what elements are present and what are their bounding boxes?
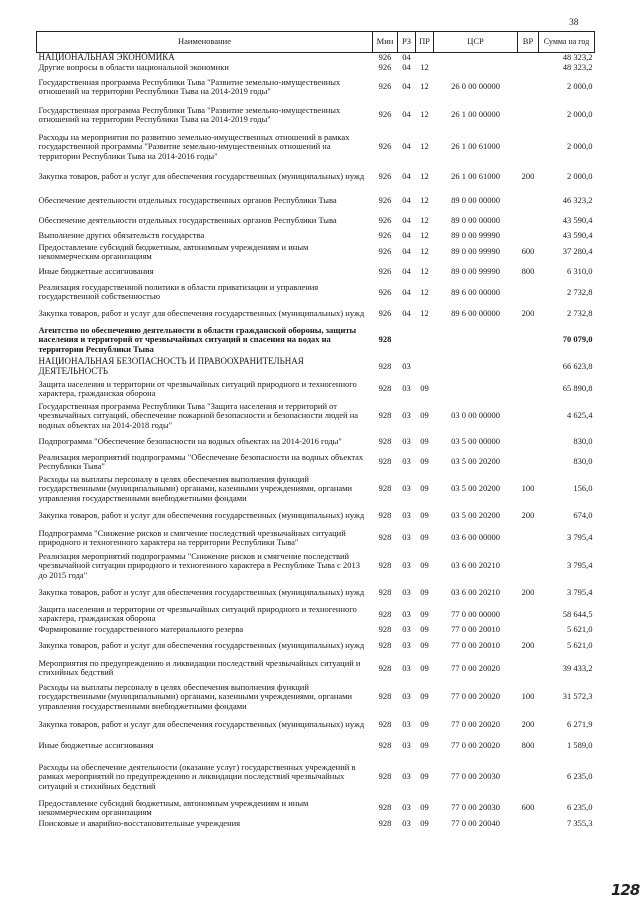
cell-amount: 48 323,2 [562, 52, 593, 63]
cell-min: 926 [378, 229, 392, 240]
cell-rz: 03 [402, 383, 411, 394]
cell-name: Государственная программа Республики Тыва "Развитие земельно-имущественных отношений на территории Республики Тыва на 2014-2019 годы" [38, 76, 341, 96]
cell-min: 926 [378, 109, 392, 120]
handwritten-page-mark: 128 [611, 881, 640, 899]
cell-name: НАЦИОНАЛЬНАЯ БЕЗОПАСНОСТЬ И ПРАВООХРАНИТЕЛЬНАЯ ДЕЯТЕЛЬНОСТЬ [38, 356, 304, 376]
cell-amount: 6 310,0 [567, 266, 593, 277]
cell-rz: 03 [402, 662, 411, 673]
cell-min: 926 [378, 194, 392, 205]
cell-name: Закупка товаров, работ и услуг для обеспечения государственных (муниципальных) нужд [38, 640, 365, 651]
cell-min: 926 [378, 81, 392, 92]
cell-vr: 200 [521, 640, 535, 651]
cell-min: 926 [378, 215, 392, 226]
cell-name: Другие вопросы в области национальной экономики [38, 62, 229, 73]
cell-rz: 03 [402, 361, 411, 372]
cell-csr: 77 0 00 20020 [451, 691, 500, 702]
cell-rz [398, 324, 416, 356]
cell-pr: 12 [420, 229, 429, 240]
table-body [37, 53, 595, 829]
cell-vr [518, 324, 539, 356]
cell-min: 928 [378, 410, 392, 421]
cell-csr: 03 5 00 20200 [451, 456, 500, 467]
cell-vr: 600 [521, 246, 535, 257]
cell-amount: 674,0 [573, 510, 593, 521]
cell-amount: 156,0 [573, 483, 593, 494]
cell-min: 926 [378, 171, 392, 182]
cell-name: Выполнение других обязательств государства [38, 229, 205, 240]
cell-name: Реализация государственной политики в области приватизации и управления государственной собственностью [38, 282, 319, 302]
cell-amount: 830,0 [573, 436, 593, 447]
table-row [37, 63, 595, 73]
cell-rz: 04 [402, 286, 411, 297]
cell-vr [518, 604, 539, 625]
cell-amount: 2 732,8 [567, 308, 593, 319]
cell-amount: 1 589,0 [567, 740, 593, 751]
cell-amount: 2 000,0 [567, 109, 593, 120]
cell-vr [518, 378, 539, 400]
cell-pr: 09 [420, 818, 429, 829]
cell-min: 926 [378, 141, 392, 152]
cell-name: Закупка товаров, работ и услуг для обеспечения государственных (муниципальных) нужд [38, 510, 365, 521]
cell-pr: 09 [420, 662, 429, 673]
cell-min: 928 [378, 587, 392, 598]
table-row [37, 506, 595, 526]
cell-rz: 03 [402, 640, 411, 651]
cell-name: Подпрограмма "Обеспечение безопасности на водных объектах на 2014-2016 годы" [38, 436, 342, 447]
header-name: Наименование [37, 32, 373, 53]
cell-rz: 03 [402, 587, 411, 598]
cell-pr: 09 [420, 691, 429, 702]
table-row [37, 757, 595, 797]
cell-rz: 03 [402, 483, 411, 494]
cell-min: 928 [378, 662, 392, 673]
cell-vr [518, 432, 539, 452]
cell-min: 926 [378, 308, 392, 319]
table-row [37, 819, 595, 829]
table-row [37, 582, 595, 604]
table-row [37, 129, 595, 165]
cell-vr [518, 73, 539, 101]
cell-pr: 12 [420, 109, 429, 120]
cell-csr [434, 63, 518, 73]
cell-amount: 5 621,0 [567, 624, 593, 635]
cell-amount: 6 235,0 [567, 771, 593, 782]
cell-amount: 2 732,8 [567, 286, 593, 297]
budget-table [36, 31, 595, 829]
cell-csr: 26 1 00 61000 [451, 141, 500, 152]
cell-min: 926 [378, 266, 392, 277]
cell-csr: 77 0 00 20030 [451, 802, 500, 813]
cell-rz: 04 [402, 266, 411, 277]
cell-name: Мероприятия по предупреждению и ликвидации последствий чрезвычайных ситуаций и стихийных бедствий [38, 658, 361, 678]
cell-min: 928 [378, 510, 392, 521]
cell-csr: 89 0 00 99990 [451, 229, 500, 240]
cell-csr [434, 324, 518, 356]
cell-csr: 03 5 00 00000 [451, 436, 500, 447]
cell-vr: 100 [521, 691, 535, 702]
cell-amount: 2 000,0 [567, 141, 593, 152]
table-row [37, 263, 595, 281]
header-min: Мин [373, 32, 398, 53]
cell-rz: 03 [402, 608, 411, 619]
table-row [37, 714, 595, 735]
table-row [37, 526, 595, 550]
cell-min: 928 [378, 608, 392, 619]
cell-rz: 03 [402, 818, 411, 829]
cell-pr [416, 53, 434, 63]
table-row [37, 604, 595, 625]
cell-csr: 26 1 00 00000 [451, 109, 500, 120]
cell-csr: 77 0 00 20020 [451, 740, 500, 751]
cell-name: Закупка товаров, работ и услуг для обеспечения государственных (муниципальных) нужд [38, 587, 365, 598]
cell-csr: 89 0 00 00000 [451, 194, 500, 205]
cell-amount: 66 623,8 [562, 361, 593, 372]
table-row [37, 735, 595, 757]
cell-vr [518, 657, 539, 680]
cell-min: 928 [378, 361, 392, 372]
cell-amount: 5 621,0 [567, 640, 593, 651]
cell-min: 928 [378, 483, 392, 494]
cell-rz: 03 [402, 718, 411, 729]
header-rz: РЗ [398, 32, 416, 53]
cell-pr: 12 [420, 171, 429, 182]
cell-min: 926 [378, 246, 392, 257]
cell-rz: 04 [402, 308, 411, 319]
cell-rz: 03 [402, 740, 411, 751]
table-header [37, 32, 595, 53]
cell-rz: 04 [402, 62, 411, 73]
cell-amount: 65 890,8 [562, 383, 593, 394]
cell-vr: 200 [521, 171, 535, 182]
cell-rz: 04 [402, 141, 411, 152]
cell-rz: 03 [402, 436, 411, 447]
cell-rz: 04 [402, 171, 411, 182]
cell-min: 928 [378, 624, 392, 635]
cell-amount: 3 795,4 [567, 587, 593, 598]
cell-amount: 31 572,3 [562, 691, 593, 702]
cell-rz: 03 [402, 802, 411, 813]
cell-pr: 09 [420, 483, 429, 494]
cell-amount: 48 323,2 [562, 62, 593, 73]
table-row [37, 797, 595, 819]
cell-min: 928 [378, 691, 392, 702]
cell-csr: 26 1 00 61000 [451, 171, 500, 182]
cell-vr [518, 550, 539, 582]
cell-vr [518, 63, 539, 73]
cell-vr [518, 819, 539, 829]
cell-amount: 830,0 [573, 456, 593, 467]
cell-vr [518, 189, 539, 212]
cell-min: 928 [378, 640, 392, 651]
cell-amount: 4 625,4 [567, 410, 593, 421]
cell-name: Обеспечение деятельности отдельных государственных органов Республики Тыва [38, 215, 337, 226]
cell-name: Расходы на обеспечение деятельности (оказание услуг) государственных учреждений в рамках мероприятий по предупреждению и ликвидации последствий чрезвычайных ситуаций и стихийных бедствий [38, 761, 356, 791]
cell-name: Реализация мероприятий подпрограммы "Снижение рисков и смягчение последствий чрезвычайной ситуации природного и техногенного характера в Республике Тыва с 2013 до 2015 года" [38, 550, 360, 580]
cell-amount: 2 000,0 [567, 171, 593, 182]
cell-rz: 04 [402, 81, 411, 92]
cell-rz: 03 [402, 691, 411, 702]
cell-pr: 09 [420, 771, 429, 782]
cell-name: Закупка товаров, работ и услуг для обеспечения государственных (муниципальных) нужд [38, 718, 365, 729]
cell-csr: 89 0 00 99990 [451, 246, 500, 257]
cell-name: Реализация мероприятий подпрограммы "Обеспечение безопасности на водных объектах Республики Тыва" [38, 451, 364, 471]
cell-amount: 58 644,5 [562, 608, 593, 619]
cell-csr: 77 0 00 20020 [451, 662, 500, 673]
cell-csr: 03 6 00 20210 [451, 587, 500, 598]
cell-amount: 37 280,4 [562, 246, 593, 257]
cell-min: 928 [378, 560, 392, 571]
cell-pr: 12 [420, 215, 429, 226]
cell-csr: 26 0 00 00000 [451, 81, 500, 92]
cell-pr [416, 324, 434, 356]
table-row [37, 281, 595, 304]
cell-name: Расходы на выплаты персоналу в целях обеспечения выполнения функций государственными (муниципальными) органами, казенными учреждениями, органами управления государственными внебюджетными фондами [38, 473, 353, 503]
cell-csr: 77 0 00 20010 [451, 640, 500, 651]
cell-csr: 77 0 00 00000 [451, 608, 500, 619]
header-csr: ЦСР [434, 32, 518, 53]
table-row [37, 625, 595, 635]
cell-min: 928 [378, 802, 392, 813]
cell-pr: 12 [420, 141, 429, 152]
table-row [37, 452, 595, 472]
cell-pr: 09 [420, 383, 429, 394]
cell-vr: 200 [521, 718, 535, 729]
cell-name: Агентство по обеспечению деятельности в области гражданской обороны, защиты населения и территорий от чрезвычайных ситуаций и спасения на водах на территории Республики Тыва [38, 324, 357, 354]
cell-csr: 03 0 00 00000 [451, 410, 500, 421]
cell-amount: 43 590,4 [562, 229, 593, 240]
cell-name: Иные бюджетные ассигнования [38, 740, 154, 751]
cell-vr: 600 [521, 802, 535, 813]
table-row [37, 241, 595, 263]
cell-pr: 12 [420, 62, 429, 73]
cell-csr: 03 6 00 20210 [451, 560, 500, 571]
cell-amount: 3 795,4 [567, 532, 593, 543]
cell-csr: 77 0 00 20030 [451, 771, 500, 782]
cell-vr [518, 212, 539, 230]
cell-amount: 2 000,0 [567, 81, 593, 92]
cell-vr [518, 526, 539, 550]
cell-min: 928 [378, 383, 392, 394]
cell-pr: 09 [420, 456, 429, 467]
table-row [37, 53, 595, 63]
cell-rz: 04 [402, 52, 411, 63]
header-pr: ПР [416, 32, 434, 53]
cell-csr [434, 356, 518, 378]
table-row [37, 73, 595, 101]
header-vr: ВР [518, 32, 539, 53]
cell-amount: 46 323,2 [562, 194, 593, 205]
cell-vr [518, 53, 539, 63]
cell-min: 928 [378, 456, 392, 467]
cell-amount: 43 590,4 [562, 215, 593, 226]
cell-name: Закупка товаров, работ и услуг для обеспечения государственных (муниципальных) нужд [38, 308, 365, 319]
table-row [37, 212, 595, 230]
table-row [37, 230, 595, 241]
cell-vr [518, 356, 539, 378]
cell-pr: 09 [420, 624, 429, 635]
table-row [37, 378, 595, 400]
cell-min: 928 [378, 436, 392, 447]
cell-min: 928 [378, 818, 392, 829]
cell-min: 928 [378, 532, 392, 543]
cell-amount: 70 079,0 [562, 334, 593, 345]
cell-name: Государственная программа Республики Тыва "Защита населения и территорий от чрезвычайных ситуаций, обеспечение пожарной безопасности и безопасности людей на водных объектах на 2014-2018 годы" [38, 400, 359, 430]
cell-pr [416, 356, 434, 378]
cell-pr: 09 [420, 640, 429, 651]
cell-rz: 04 [402, 215, 411, 226]
cell-rz: 04 [402, 109, 411, 120]
cell-name: Подпрограмма "Снижение рисков и смягчение последствий чрезвычайных ситуаций природного и техногенного характера на территории Республики Тыва" [38, 527, 346, 547]
cell-rz: 04 [402, 194, 411, 205]
cell-csr: 89 6 00 00000 [451, 308, 500, 319]
cell-min: 928 [378, 771, 392, 782]
cell-csr: 77 0 00 20040 [451, 818, 500, 829]
cell-rz: 03 [402, 456, 411, 467]
cell-amount: 7 355,3 [567, 818, 593, 829]
cell-csr [434, 53, 518, 63]
cell-vr: 800 [521, 740, 535, 751]
cell-vr [518, 101, 539, 129]
cell-csr: 89 6 00 00000 [451, 286, 500, 297]
cell-amount: 6 235,0 [567, 802, 593, 813]
cell-min: 928 [378, 718, 392, 729]
cell-amount: 39 433,2 [562, 662, 593, 673]
cell-min: 928 [378, 334, 392, 345]
cell-rz: 03 [402, 532, 411, 543]
cell-rz: 04 [402, 229, 411, 240]
cell-pr: 09 [420, 608, 429, 619]
table-row [37, 472, 595, 506]
cell-vr: 200 [521, 510, 535, 521]
table-row [37, 324, 595, 356]
cell-pr: 09 [420, 436, 429, 447]
cell-csr: 03 5 00 20200 [451, 510, 500, 521]
cell-vr [518, 230, 539, 241]
cell-pr: 09 [420, 510, 429, 521]
cell-pr: 09 [420, 532, 429, 543]
cell-csr: 03 5 00 20200 [451, 483, 500, 494]
cell-csr: 77 0 00 20020 [451, 718, 500, 729]
table-row [37, 304, 595, 324]
cell-name: Защита населения и территории от чрезвычайных ситуаций природного и техногенного характера, гражданская оборона [38, 604, 357, 624]
cell-pr: 09 [420, 802, 429, 813]
cell-pr: 09 [420, 560, 429, 571]
cell-name: Поисковые и аварийно-восстановительные учреждения [38, 818, 241, 829]
cell-vr: 200 [521, 587, 535, 598]
cell-name: Предоставление субсидий бюджетным, автономным учреждениям и иным некоммерческим организациям [38, 241, 309, 261]
cell-name: Закупка товаров, работ и услуг для обеспечения государственных (муниципальных) нужд [38, 171, 365, 182]
cell-csr: 03 6 00 00000 [451, 532, 500, 543]
cell-min: 926 [378, 62, 392, 73]
header-amount: Сумма на год [539, 32, 595, 53]
table-row [37, 165, 595, 189]
cell-min: 926 [378, 286, 392, 297]
cell-min: 926 [378, 52, 392, 63]
cell-pr: 12 [420, 266, 429, 277]
cell-pr: 12 [420, 81, 429, 92]
cell-vr: 100 [521, 483, 535, 494]
cell-vr [518, 452, 539, 472]
cell-rz: 03 [402, 771, 411, 782]
cell-name: НАЦИОНАЛЬНАЯ ЭКОНОМИКА [38, 52, 175, 62]
cell-csr: 89 0 00 99990 [451, 266, 500, 277]
cell-rz: 03 [402, 410, 411, 421]
cell-name: Государственная программа Республики Тыва "Развитие земельно-имущественных отношений на территории Республики Тыва на 2014-2019 годы" [38, 104, 341, 124]
table-row [37, 356, 595, 378]
table-row [37, 657, 595, 680]
cell-pr: 09 [420, 740, 429, 751]
cell-name: Расходы на мероприятия по развитию земельно-имущественных отношений в рамках государственной программы "Развитие земельно-имущественных отношений на территории Республики Тыва на 2014-2016 годы" [38, 131, 350, 161]
cell-name: Расходы на выплаты персоналу в целях обеспечения выполнения функций государственными (муниципальными) органами, казенными учреждениями, органами управления государственными внебюджетными фондами [38, 681, 353, 711]
table-row [37, 680, 595, 714]
cell-pr: 12 [420, 194, 429, 205]
cell-vr: 800 [521, 266, 535, 277]
table-row [37, 101, 595, 129]
cell-pr: 12 [420, 308, 429, 319]
cell-vr: 200 [521, 308, 535, 319]
table-row [37, 635, 595, 657]
table-row [37, 400, 595, 432]
cell-rz: 03 [402, 624, 411, 635]
cell-min: 928 [378, 740, 392, 751]
cell-name: Защита населения и территории от чрезвычайных ситуаций природного и техногенного характера, гражданская оборона [38, 378, 357, 398]
cell-rz: 03 [402, 560, 411, 571]
cell-rz: 03 [402, 510, 411, 521]
table-row [37, 189, 595, 212]
cell-pr: 12 [420, 286, 429, 297]
cell-amount: 3 795,4 [567, 560, 593, 571]
table-row [37, 550, 595, 582]
cell-pr: 09 [420, 410, 429, 421]
cell-vr [518, 129, 539, 165]
cell-csr: 77 0 00 20010 [451, 624, 500, 635]
cell-rz: 04 [402, 246, 411, 257]
cell-csr: 89 0 00 00000 [451, 215, 500, 226]
cell-name: Обеспечение деятельности отдельных государственных органов Республики Тыва [38, 194, 337, 205]
cell-name: Формирование государственного материального резерва [38, 624, 244, 635]
cell-name: Иные бюджетные ассигнования [38, 266, 154, 277]
cell-csr [434, 378, 518, 400]
cell-pr: 09 [420, 718, 429, 729]
cell-amount: 6 271,9 [567, 718, 593, 729]
cell-pr: 12 [420, 246, 429, 257]
table-row [37, 432, 595, 452]
cell-vr [518, 757, 539, 797]
page-number: 38 [569, 18, 579, 28]
cell-pr: 09 [420, 587, 429, 598]
cell-vr [518, 281, 539, 304]
cell-vr [518, 400, 539, 432]
cell-vr [518, 625, 539, 635]
cell-name: Предоставление субсидий бюджетным, автономным учреждениям и иным некоммерческим организациям [38, 797, 309, 817]
